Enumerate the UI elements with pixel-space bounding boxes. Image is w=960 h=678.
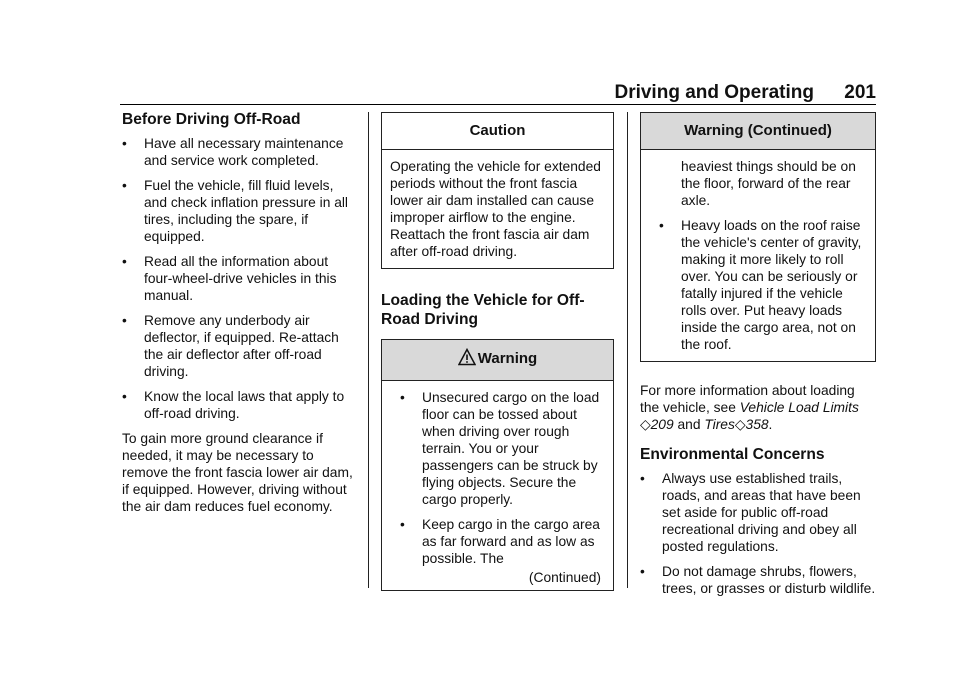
- body-paragraph: To gain more ground clearance if needed, it may be necessary to remove the front fascia lower air dam, if equipped. However, driving without the air dam reduces fuel economy.: [122, 431, 353, 514]
- bullet-list: [640, 470, 876, 597]
- bullet-icon: •: [122, 389, 127, 404]
- bullet-icon: •: [659, 218, 664, 233]
- warning-icon: [458, 348, 476, 372]
- list-item: • Fuel the vehicle, fill fluid levels, and check inflation pressure in all tires, including the spare, if equipped.: [122, 178, 349, 244]
- section-heading: Loading the Vehicle for Off-Road Driving: [381, 292, 585, 328]
- page-number: 201: [844, 82, 876, 103]
- bullet-list: [390, 389, 605, 567]
- bullet-list: [649, 217, 867, 353]
- section-heading: Before Driving Off-Road: [122, 111, 301, 128]
- list-item: • Keep cargo in the cargo area as far forward and as low as possible. The: [400, 517, 600, 566]
- column-divider: [627, 112, 628, 588]
- list-item: • Unsecured cargo on the load floor can be tossed about when driving over rough terrain. You or your passengers can be struck by flying objects. Secure the cargo properly.: [400, 390, 600, 507]
- warning-continued-title: Warning (Continued): [641, 113, 875, 150]
- bullet-icon: •: [122, 313, 127, 328]
- warning-box: [381, 339, 614, 591]
- list-item: • Always use established trails, roads, and areas that have been set aside for public off-road recreational driving and obey all posted regulations.: [640, 471, 861, 554]
- caution-text: Operating the vehicle for extended periods without the front fascia lower air dam installed can cause improper airflow to the engine. Reattach the front fascia air dam after off-road driving.: [390, 159, 601, 259]
- list-item: • Read all the information about four-wheel-drive vehicles in this manual.: [122, 254, 337, 303]
- warning-title: Warning: [477, 350, 538, 367]
- xref-link[interactable]: Vehicle Load Limits: [739, 400, 859, 415]
- list-item: • Remove any underbody air deflector, if equipped. Re-attach the air deflector after off-road driving.: [122, 313, 339, 379]
- list-item: • Have all necessary maintenance and service work completed.: [122, 136, 344, 168]
- bullet-icon: •: [640, 564, 645, 579]
- continued-text: heaviest things should be on the floor, forward of the rear axle.: [681, 159, 856, 208]
- column-3: [640, 112, 876, 605]
- page-ref-icon: ◇: [734, 417, 746, 432]
- section-heading: Environmental Concerns: [640, 446, 825, 463]
- section-title: Driving and Operating: [614, 82, 814, 103]
- column-1: [122, 110, 354, 515]
- caution-box: [381, 112, 614, 269]
- bullet-icon: •: [640, 471, 645, 486]
- page-ref[interactable]: 358: [745, 417, 769, 432]
- bullet-icon: •: [400, 390, 405, 405]
- bullet-list: [122, 135, 354, 422]
- bullet-icon: •: [400, 517, 405, 532]
- warning-header: [382, 340, 613, 381]
- column-2: [381, 112, 614, 591]
- continued-label: (Continued): [528, 570, 601, 585]
- bullet-icon: •: [122, 136, 127, 151]
- list-item: • Heavy loads on the roof raise the vehicle's center of gravity, making it more likely to roll over. You can be seriously or fatally injured if the vehicle rolls over. Put heavy loads inside the cargo area, not on the roof.: [659, 218, 862, 352]
- column-divider: [368, 112, 369, 588]
- caution-title: Caution: [382, 113, 613, 150]
- warning-continued-box: [640, 112, 876, 362]
- page-ref[interactable]: 209: [650, 417, 674, 432]
- xref-link[interactable]: Tires: [704, 417, 735, 432]
- page-ref-icon: ◇: [640, 417, 651, 432]
- bullet-icon: •: [122, 178, 127, 193]
- list-item: • Know the local laws that apply to off-road driving.: [122, 389, 345, 421]
- header-rule: [120, 104, 876, 105]
- more-info-paragraph: For more information about loading the vehicle, see Vehicle Load Limits ◇209 and Tires◇358.: [640, 383, 859, 432]
- list-item: • Do not damage shrubs, flowers, trees, or grasses or disturb wildlife.: [640, 564, 876, 596]
- bullet-icon: •: [122, 254, 127, 269]
